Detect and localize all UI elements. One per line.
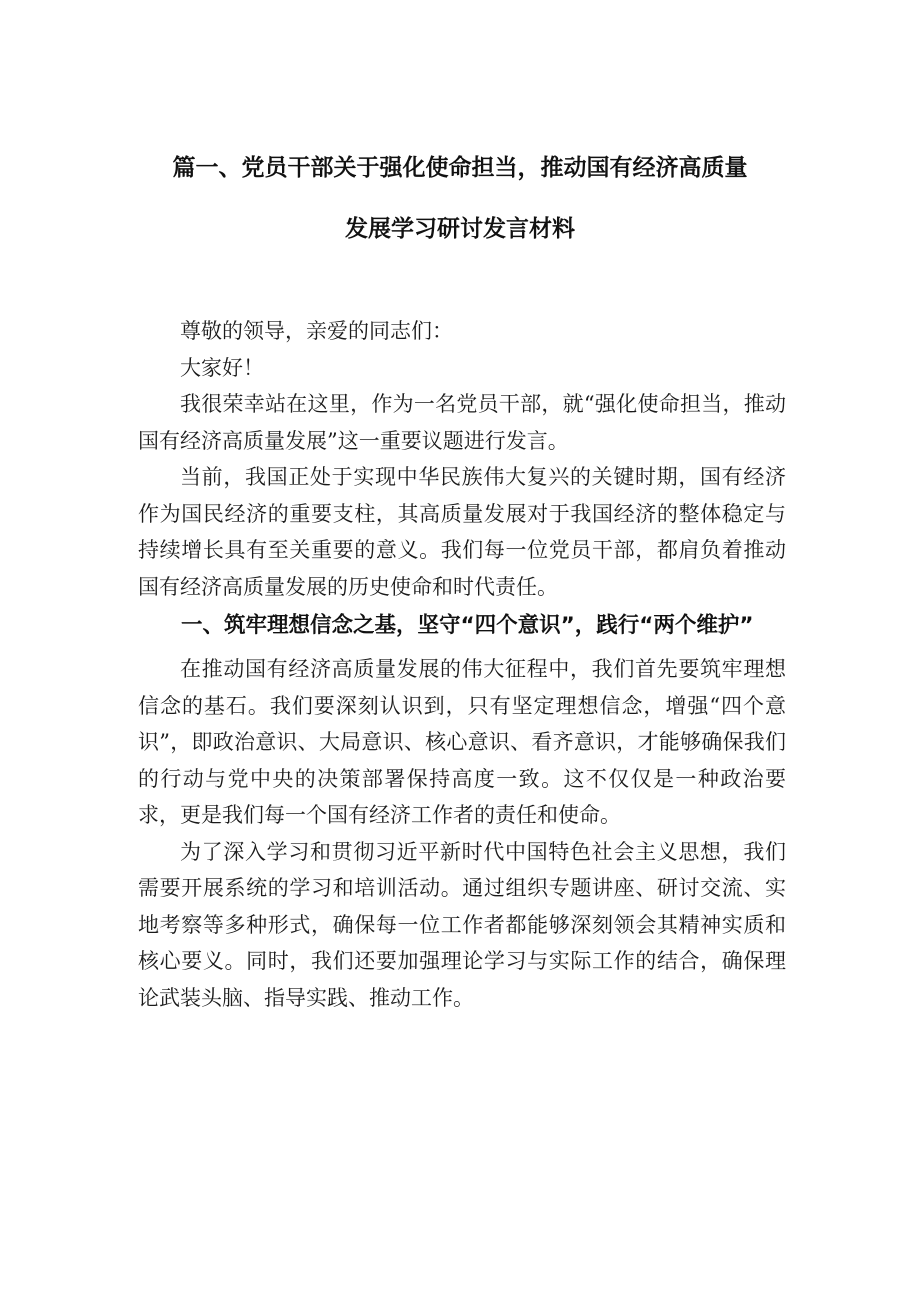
salutation: 尊敬的领导，亲爱的同志们： (180, 319, 453, 343)
body-paragraph: 当前，我国正处于实现中华民族伟大复兴的关键时期，国有经济作为国民经济的重要支柱，其高质量发展对于我国经济的整体稳定与持续增长具有至关重要的意义。我们每一位党员干部，都肩负着推动国有经济高质量发展的历史使命和时代责任。 (138, 465, 786, 599)
body-paragraph: 在推动国有经济高质量发展的伟大征程中，我们首先要筑牢理想信念的基石。我们要深刻认识到，只有坚定理想信念，增强“四个意识”，即政治意识、大局意识、核心意识、看齐意识，才能够确保我们的行动与党中央的决策部署保持高度一致。这不仅仅是一种政治要求，更是我们每一个国有经济工作者的责任和使命。 (138, 657, 786, 827)
greeting: 大家好！ (180, 355, 264, 380)
section-heading: 一、筑牢理想信念之基，坚守“四个意识”，践行“两个维护” (181, 613, 754, 638)
document-title-line-1: 篇一、党员干部关于强化使命担当，推动国有经济高质量 (172, 155, 748, 181)
body-paragraph: 我很荣幸站在这里，作为一名党员干部，就“强化使命担当，推动国有经济高质量发展”这一重要议题进行发言。 (138, 392, 786, 453)
document-body (138, 313, 786, 1016)
document-title-line-2: 发展学习研讨发言材料 (345, 216, 575, 242)
body-paragraph: 为了深入学习和贯彻习近平新时代中国特色社会主义思想，我们需要开展系统的学习和培训活动。通过组织专题讲座、研讨交流、实地考察等多种形式，确保每一位工作者都能够深刻领会其精神实质和核心要义。同时，我们还要加强理论学习与实际工作的结合，确保理论武装头脑、指导实践、推动工作。 (138, 839, 786, 1010)
